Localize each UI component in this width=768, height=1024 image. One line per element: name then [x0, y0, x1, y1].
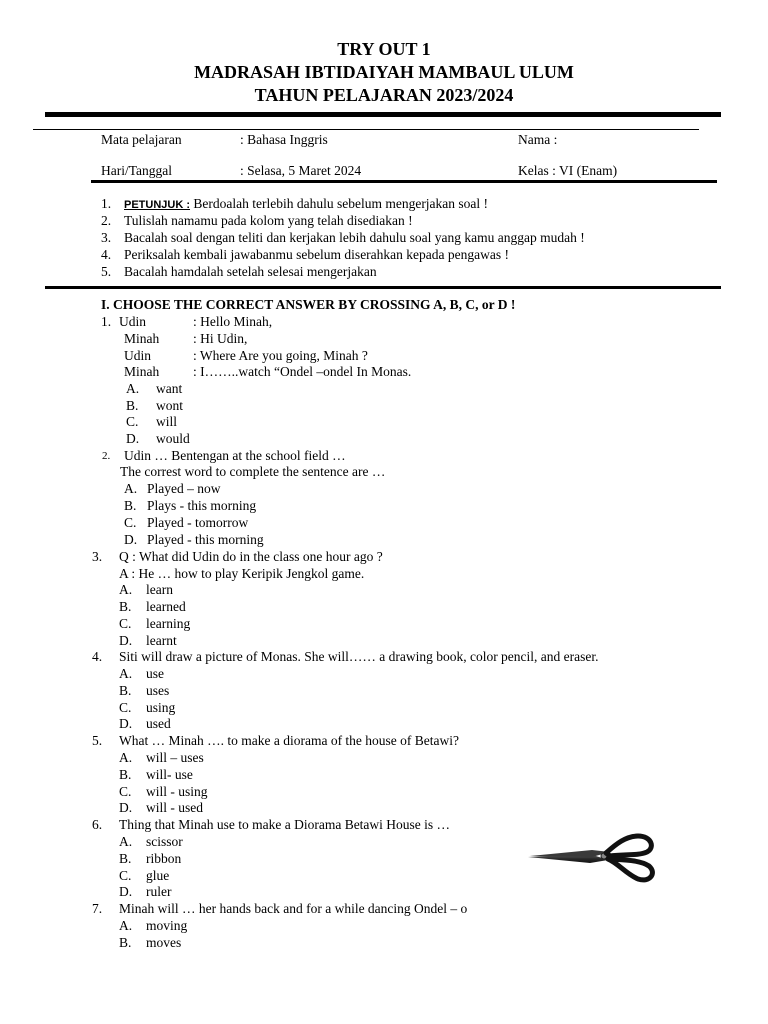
- question-number: 3.: [92, 549, 103, 564]
- option-text[interactable]: used: [146, 716, 171, 731]
- option-text[interactable]: scissor: [146, 834, 183, 849]
- option-letter[interactable]: B.: [119, 599, 132, 614]
- scissors-icon: [526, 830, 658, 886]
- option-letter[interactable]: A.: [119, 582, 133, 597]
- question-text: Q : What did Udin do in the class one hour ago ?: [119, 549, 383, 564]
- class-label: Kelas : VI (Enam): [518, 163, 618, 178]
- instruction-num: 2.: [101, 213, 112, 228]
- option-text[interactable]: will - using: [146, 784, 208, 799]
- option-letter[interactable]: C.: [119, 700, 132, 715]
- header-line-1: TRY OUT 1: [337, 39, 431, 59]
- option-letter[interactable]: D.: [119, 716, 133, 731]
- instruction-text: Tulislah namamu pada kolom yang telah disediakan !: [124, 213, 413, 228]
- option-letter[interactable]: C.: [119, 868, 132, 883]
- dialog-line: : I……..watch “Ondel –ondel In Monas.: [193, 364, 412, 379]
- dialog-line: : Where Are you going, Minah ?: [193, 348, 368, 363]
- question-text: Udin … Bentengan at the school field …: [124, 448, 346, 463]
- petunjuk-tag: PETUNJUK :: [124, 199, 191, 211]
- option-letter[interactable]: D.: [119, 800, 133, 815]
- question-number: 6.: [92, 817, 103, 832]
- option-letter[interactable]: B.: [126, 398, 139, 413]
- option-letter[interactable]: B.: [119, 851, 132, 866]
- option-letter[interactable]: B.: [119, 935, 132, 950]
- option-text[interactable]: will – uses: [146, 750, 204, 765]
- option-text[interactable]: wont: [156, 398, 183, 413]
- option-text[interactable]: want: [156, 381, 183, 396]
- subject-value: : Bahasa Inggris: [240, 132, 328, 147]
- question-number: 4.: [92, 649, 103, 664]
- subject-label: Mata pelajaran: [101, 132, 182, 147]
- option-text[interactable]: moving: [146, 918, 188, 933]
- header-line-2: MADRASAH IBTIDAIYAH MAMBAUL ULUM: [194, 62, 574, 82]
- instructions-bottom-rule: [45, 286, 721, 289]
- day-value: : Selasa, 5 Maret 2024: [240, 163, 362, 178]
- option-text[interactable]: Played - tomorrow: [147, 515, 249, 530]
- option-text[interactable]: moves: [146, 935, 182, 950]
- instruction-text: Bacalah soal dengan teliti dan kerjakan lebih dahulu soal yang kamu anggap mudah !: [124, 230, 585, 245]
- option-letter[interactable]: C.: [119, 784, 132, 799]
- option-letter[interactable]: A.: [119, 834, 133, 849]
- info-bottom-rule: [91, 180, 717, 183]
- dialog-speaker: Udin: [124, 348, 151, 363]
- option-letter[interactable]: A.: [126, 381, 140, 396]
- question-text: Minah will … her hands back and for a while dancing Ondel – o: [119, 901, 468, 916]
- option-letter[interactable]: B.: [119, 683, 132, 698]
- question-number: 7.: [92, 901, 103, 916]
- option-letter[interactable]: B.: [119, 767, 132, 782]
- instruction-text: Periksalah kembali jawabanmu sebelum diserahkan kepada pengawas !: [124, 247, 509, 262]
- question-text: What … Minah …. to make a diorama of the house of Betawi?: [119, 733, 460, 748]
- option-text[interactable]: using: [146, 700, 176, 715]
- option-text[interactable]: will- use: [146, 767, 193, 782]
- header-thick-rule: [45, 112, 721, 117]
- question-number: 5.: [92, 733, 103, 748]
- instruction-num: 1.: [101, 196, 112, 211]
- section-title: I. CHOOSE THE CORRECT ANSWER BY CROSSING A, B, C, or D !: [101, 297, 516, 312]
- option-text[interactable]: will - used: [146, 800, 203, 815]
- option-letter[interactable]: B.: [124, 498, 137, 513]
- option-letter[interactable]: D.: [119, 884, 133, 899]
- option-text[interactable]: learning: [146, 616, 191, 631]
- dialog-speaker: Minah: [124, 331, 160, 346]
- option-letter[interactable]: C.: [126, 414, 139, 429]
- dialog-speaker: Udin: [119, 314, 146, 329]
- option-letter[interactable]: A.: [119, 666, 133, 681]
- option-letter[interactable]: D.: [124, 532, 138, 547]
- question-number: 2.: [102, 450, 111, 462]
- option-letter[interactable]: A.: [124, 481, 138, 496]
- option-text[interactable]: would: [156, 431, 190, 446]
- option-text[interactable]: learnt: [146, 633, 177, 648]
- header-line-3: TAHUN PELAJARAN 2023/2024: [254, 85, 514, 105]
- option-letter[interactable]: C.: [124, 515, 137, 530]
- option-text[interactable]: uses: [146, 683, 170, 698]
- option-text[interactable]: Played – now: [147, 481, 221, 496]
- question-text: The correst word to complete the sentence are …: [120, 464, 386, 479]
- instruction-text: Bacalah hamdalah setelah selesai mengerjakan: [124, 264, 377, 279]
- option-text[interactable]: learn: [146, 582, 173, 597]
- option-text[interactable]: glue: [146, 868, 170, 883]
- option-text[interactable]: will: [156, 414, 178, 429]
- option-letter[interactable]: C.: [119, 616, 132, 631]
- option-text[interactable]: Played - this morning: [147, 532, 264, 547]
- question-number: 1.: [101, 314, 112, 329]
- dialog-line: : Hello Minah,: [193, 314, 273, 329]
- option-text[interactable]: use: [146, 666, 164, 681]
- option-letter[interactable]: D.: [119, 633, 133, 648]
- day-label: Hari/Tanggal: [101, 163, 173, 178]
- instruction-num: 3.: [101, 230, 112, 245]
- option-letter[interactable]: A.: [119, 750, 133, 765]
- info-top-rule: [33, 129, 699, 130]
- question-text: Siti will draw a picture of Monas. She will…… a drawing book, color pencil, and eraser.: [119, 649, 599, 664]
- dialog-speaker: Minah: [124, 364, 160, 379]
- instruction-num: 5.: [101, 264, 112, 279]
- dialog-line: : Hi Udin,: [193, 331, 248, 346]
- instruction-text: Berdoalah terlebih dahulu sebelum mengerjakan soal !: [193, 196, 489, 211]
- question-text: A : He … how to play Keripik Jengkol game.: [119, 566, 365, 581]
- option-text[interactable]: Plays - this morning: [147, 498, 257, 513]
- question-text: Thing that Minah use to make a Diorama Betawi House is …: [119, 817, 451, 832]
- option-letter[interactable]: D.: [126, 431, 140, 446]
- option-text[interactable]: learned: [146, 599, 186, 614]
- instruction-1: [124, 196, 488, 213]
- instruction-num: 4.: [101, 247, 112, 262]
- option-text[interactable]: ribbon: [146, 851, 182, 866]
- option-letter[interactable]: A.: [119, 918, 133, 933]
- name-label: Nama :: [518, 132, 558, 147]
- option-text[interactable]: ruler: [146, 884, 172, 899]
